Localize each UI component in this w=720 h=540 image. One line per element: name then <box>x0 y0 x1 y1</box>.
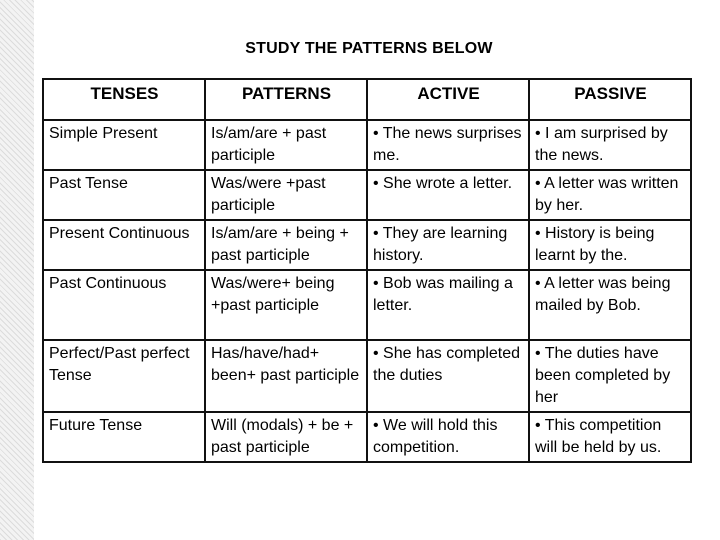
header-tenses: TENSES <box>43 79 205 120</box>
pattern-cell: Was/were +past participle <box>205 170 367 220</box>
header-patterns: PATTERNS <box>205 79 367 120</box>
pattern-cell: Has/have/had+ been+ past participle <box>205 340 367 412</box>
pattern-cell: Will (modals) + be + past participle <box>205 412 367 462</box>
table-row <box>43 220 691 270</box>
pattern-cell: Is/am/are + past participle <box>205 120 367 170</box>
table-row <box>43 270 691 340</box>
tense-cell: Simple Present <box>43 120 205 170</box>
active-cell: • The news surprises me. <box>367 120 529 170</box>
pattern-cell: Was/were+ being +past participle <box>205 270 367 340</box>
passive-cell: • History is being learnt by the. <box>529 220 691 270</box>
passive-cell: • I am surprised by the news. <box>529 120 691 170</box>
active-cell: • They are learning history. <box>367 220 529 270</box>
tense-cell: Past Tense <box>43 170 205 220</box>
table-row <box>43 340 691 412</box>
pattern-cell: Is/am/are + being + past participle <box>205 220 367 270</box>
tense-cell: Future Tense <box>43 412 205 462</box>
table-row <box>43 120 691 170</box>
passive-cell: • A letter was being mailed by Bob. <box>529 270 691 340</box>
tense-patterns-table <box>42 78 692 463</box>
page-title: STUDY THE PATTERNS BELOW <box>245 40 493 57</box>
active-cell: • She wrote a letter. <box>367 170 529 220</box>
table-row <box>43 170 691 220</box>
header-passive: PASSIVE <box>529 79 691 120</box>
header-active: ACTIVE <box>367 79 529 120</box>
table-header-row <box>43 79 691 120</box>
tense-cell: Perfect/Past perfect Tense <box>43 340 205 412</box>
tense-cell: Present Continuous <box>43 220 205 270</box>
passive-cell: • This competition will be held by us. <box>529 412 691 462</box>
active-cell: • Bob was mailing a letter. <box>367 270 529 340</box>
table-row <box>43 412 691 462</box>
passive-cell: • The duties have been completed by her <box>529 340 691 412</box>
active-cell: • We will hold this competition. <box>367 412 529 462</box>
decorative-stripe <box>0 0 34 540</box>
passive-cell: • A letter was written by her. <box>529 170 691 220</box>
active-cell: • She has completed the duties <box>367 340 529 412</box>
tense-cell: Past Continuous <box>43 270 205 340</box>
